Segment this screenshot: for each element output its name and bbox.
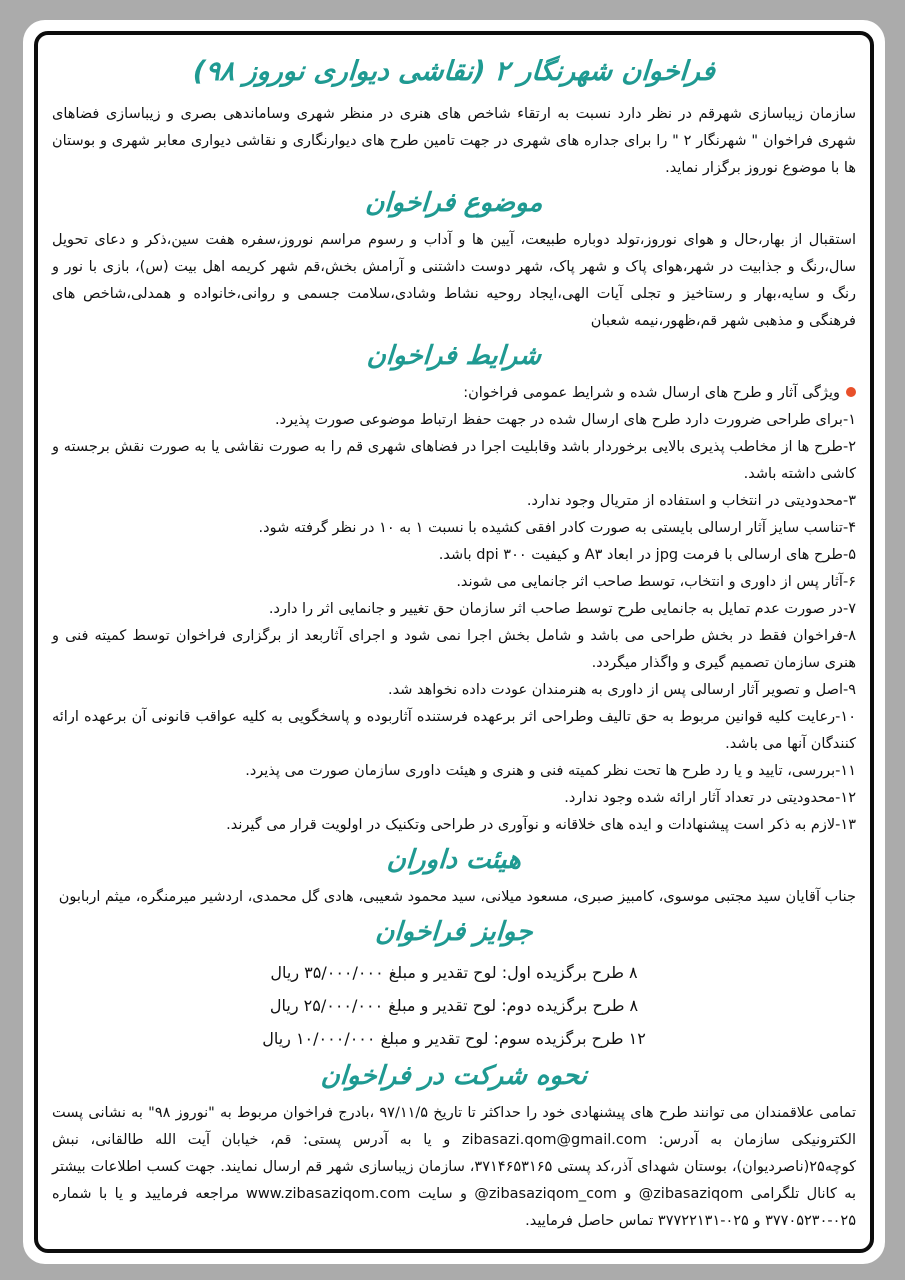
condition-item: ۴-تناسب سایز آثار ارسالی بایستی به صورت کادر افقی کشیده با نسبت ۱ به ۱۰ در نظر گرفته شود.	[258, 520, 856, 536]
conditions-lead-text: ویژگی آثار و طرح های ارسال شده و شرایط عمومی فراخوان:	[463, 385, 840, 401]
section-heading-participation: نحوه شرکت در فراخوان	[319, 1061, 589, 1091]
condition-item: ۷-در صورت عدم تمایل به جانمایی طرح توسط صاحب اثر سازمان حق تغییر و جانمایی اثر را دارد.	[268, 601, 856, 617]
condition-item: ۶-آثار پس از داوری و انتخاب، توسط صاحب اثر جانمایی می شوند.	[456, 574, 856, 590]
section-heading-conditions: شرایط فراخوان	[365, 341, 543, 371]
conditions-lead-line	[52, 380, 856, 407]
prize-line: ۸ طرح برگزیده اول: لوح تقدیر و مبلغ ۳۵/۰۰۰/۰۰۰ ریال	[270, 963, 638, 982]
bullet-icon	[846, 387, 856, 397]
condition-item: ۱-برای طراحی ضرورت دارد طرح های ارسال شده در جهت حفظ ارتباط موضوعی صورت پذیرد.	[275, 412, 856, 428]
prize-line: ۱۲ طرح برگزیده سوم: لوح تقدیر و مبلغ ۱۰/۰۰۰/۰۰۰ ریال	[262, 1029, 646, 1048]
condition-item: ۱۳-لازم به ذکر است پیشنهادات و ایده های خلاقانه و نوآوری در طراحی وتکنیک در اولویت قرار می گیرند.	[226, 817, 856, 833]
intro-paragraph: سازمان زیباسازی شهرقم در نظر دارد نسبت به ارتقاء شاخص های هنری در منظر شهری وساماندهی بصری و زیباسازی فضاهای شهری فراخوان " شهرنگار ۲ " را برای جداره های شهری در جهت تامین طرح های دیوارنگاری و نقاشی دیواری معابر شهری و بوستان ها با موضوع نوروز برگزار نماید.	[52, 106, 856, 176]
jury-paragraph: جناب آقایان سید مجتبی موسوی، کامبیز صبری، مسعود میلانی، سید محمود شعیبی، هادی گل محمدی، اردشیر میرمنگره، میثم اربابون	[58, 889, 856, 905]
condition-item: ۲-طرح ها از مخاطب پذیری بالایی برخوردار باشد وقابلیت اجرا در فضاهای شهری قم را به صورت نقاشی یا به صورت نقش برجسته و کاشی داشته باشد.	[52, 439, 856, 482]
condition-item: ۸-فراخوان فقط در بخش طراحی می باشد و شامل بخش اجرا نمی شود و اجرای آثاربعد از برگزاری فراخوان توسط کمیته فنی و هنری سازمان تصمیم گیری و واگذار میگردد.	[52, 628, 856, 671]
condition-item: ۳-محدودیتی در انتخاب و استفاده از متریال وجود ندارد.	[526, 493, 856, 509]
condition-item: ۱۰-رعایت کلیه قوانین مربوط به حق تالیف وطراحی اثر برعهده فرستنده آثاربوده و پاسخگویی به کلیه عواقب قانونی آن برعهده ارائه کنندگان آنها می باشد.	[52, 709, 856, 752]
document-border	[34, 31, 874, 1253]
section-heading-jury: هیئت داوران	[385, 845, 523, 875]
document-title: فراخوان شهرنگار ۲ (نقاشی دیواری نوروز ۹۸)	[192, 56, 717, 87]
condition-item: ۱۲-محدودیتی در تعداد آثار ارائه شده وجود ندارد.	[564, 790, 856, 806]
subject-paragraph: استقبال از بهار،حال و هوای نوروز،تولد دوباره طبیعت، آیین ها و آداب و رسوم مراسم نوروز،سفره هفت سین،ذکر و دعای تحویل سال،رنگ و جذابیت در شهر،هوای پاک و شهر پاک، شهر دوست داشتنی و آرامش بخش،قم شهر کریمه اهل بیت (س)، بازی با نور و رنگ و سایه،بهار و رستاخیز و تجلی آیات الهی،ایجاد روحیه نشاط وشادی،سلامت جسمی و روانی،خانواده و همدلی،شاخص های فرهنگی و مذهبی شهر قم،ظهور،نیمه شعبان	[52, 232, 856, 329]
condition-item: ۱۱-بررسی، تایید و یا رد طرح ها تحت نظر کمیته فنی و هنری و هیئت داوری سازمان صورت می پذیرد.	[245, 763, 856, 779]
section-heading-prizes: جوایز فراخوان	[374, 917, 534, 947]
prize-line: ۸ طرح برگزیده دوم: لوح تقدیر و مبلغ ۲۵/۰۰۰/۰۰۰ ریال	[269, 996, 639, 1015]
condition-item: ۵-طرح های ارسالی با فرمت jpg در ابعاد A۳ و کیفیت ۳۰۰ dpi باشد.	[438, 547, 856, 563]
document-card	[23, 20, 885, 1264]
participation-paragraph: تمامی علاقمندان می توانند طرح های پیشنهادی خود را حداکثر تا تاریخ ۹۷/۱۱/۵ ،بادرج فراخوان مربوط به "نوروز ۹۸" به نشانی پست الکترونیکی سازمان به آدرس: zibasazi.qom@gmail.com و یا به آدرس پستی: قم، خیابان آیت الله طالقانی، نبش کوچه۲۵(ناصردیوان)، بوستان شهدای آذر،کد پستی ۳۷۱۴۶۵۳۱۶۵، سازمان زیباسازی شهر قم ارسال نمایند. جهت کسب اطلاعات بیشتر به کانال تلگرامی ‎@zibasaziqom و ‎@zibasaziqom_com و سایت www.zibasaziqom.com مراجعه فرمایید و یا با شماره ۰۲۵-۳۷۷۰۵۲۳۰ و ۰۲۵-۳۷۷۲۲۱۳۱ تماس حاصل فرمایید.	[52, 1105, 857, 1229]
section-heading-subject: موضوع فراخوان	[364, 188, 544, 218]
condition-item: ۹-اصل و تصویر آثار ارسالی پس از داوری به هنرمندان عودت داده نخواهد شد.	[388, 682, 856, 698]
